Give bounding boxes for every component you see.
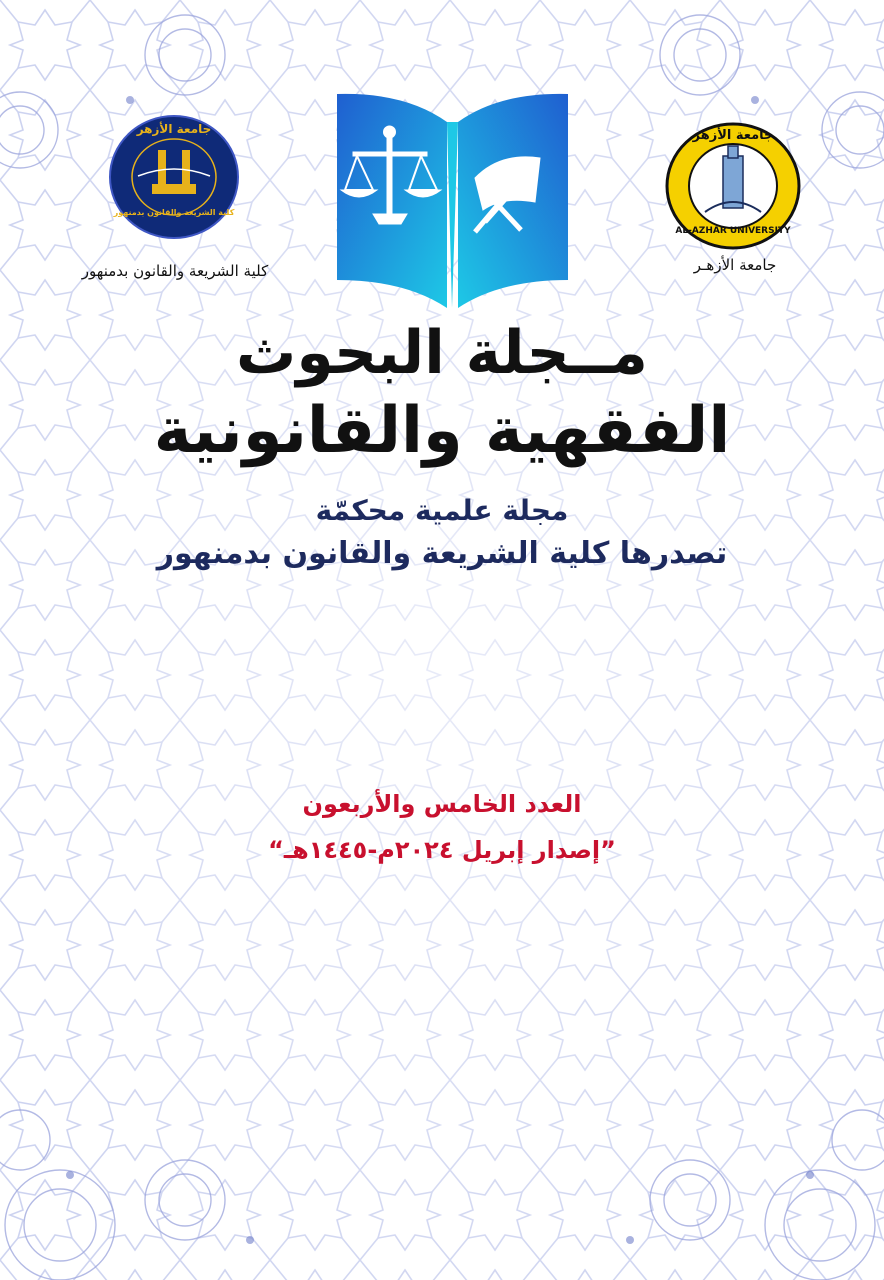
issue-number: العدد الخامس والأربعون xyxy=(302,790,582,818)
faculty-seal-top-text: جامعة الأزهر xyxy=(136,122,212,136)
journal-subtitle-line2: تصدرها كلية الشريعة والقانون بدمنهور xyxy=(156,536,728,571)
journal-title-line2: الفقهية والقانونية xyxy=(153,394,731,468)
faculty-seal-bottom-text: كلية الشريعة والقانون بدمنهور xyxy=(113,208,235,217)
journal-book-emblem xyxy=(335,92,570,310)
university-caption: جامعة الأزهـر xyxy=(693,256,777,274)
journal-subtitle-line1: مجلة علمية محكمّة xyxy=(315,494,569,527)
faculty-caption: كلية الشريعة والقانون بدمنهور xyxy=(81,262,269,280)
issue-date: ”إصدار إبريل ٢٠٢٤م-١٤٤٥هـ“ xyxy=(268,836,616,864)
faculty-seal xyxy=(108,114,240,240)
al-azhar-university-seal xyxy=(665,122,801,250)
journal-title-line1: مــجلة البحوث xyxy=(236,318,648,388)
university-seal-english-text: AL-AZHAR UNIVERSITY xyxy=(675,226,791,236)
university-seal-arabic-text: جامعة الأزهر xyxy=(692,128,774,143)
